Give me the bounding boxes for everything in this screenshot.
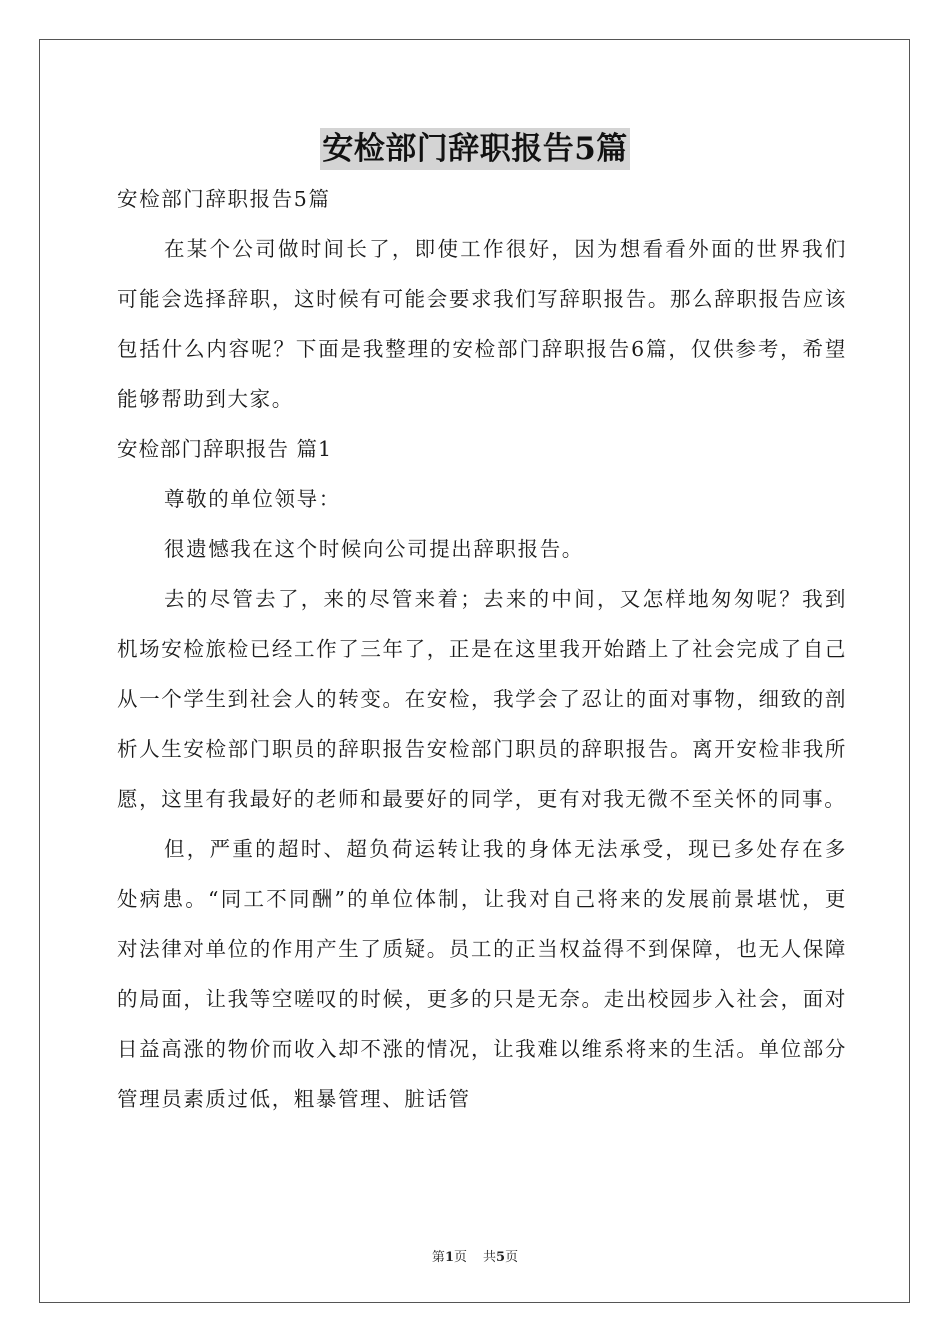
document-title: 安检部门辞职报告5篇 <box>320 128 630 170</box>
paragraph-intro: 在某个公司做时间长了，即使工作很好，因为想看看外面的世界我们可能会选择辞职，这时候有可能会要求我们写辞职报告。那么辞职报告应该包括什么内容呢？下面是我整理的安检部门辞职报告6篇，仅供参考，希望能够帮助到大家。 <box>117 237 847 411</box>
section-heading: 安检部门辞职报告 篇1 <box>117 437 333 461</box>
total-suffix: 页 <box>505 1250 519 1265</box>
paragraph-salutation: 尊敬的单位领导： <box>164 487 341 511</box>
page-footer <box>0 1246 950 1265</box>
page-prefix: 第 <box>431 1250 445 1265</box>
paragraph: 很遗憾我在这个时候向公司提出辞职报告。 <box>164 537 584 561</box>
total-pages: 5 <box>496 1250 506 1265</box>
title-container <box>0 128 950 170</box>
page-suffix: 页 <box>453 1250 467 1265</box>
total-prefix: 共 <box>483 1250 497 1265</box>
paragraph-subtitle: 安检部门辞职报告5篇 <box>117 187 331 211</box>
document-body <box>117 174 847 1124</box>
paragraph: 但，严重的超时、超负荷运转让我的身体无法承受，现已多处存在多处病患。“同工不同酬”的单位体制，让我对自己将来的发展前景堪忧，更对法律对单位的作用产生了质疑。员工的正当权益得不到保障，也无人保障的局面，让我等空嗟叹的时候，更多的只是无奈。走出校园步入社会，面对日益高涨的物价而收入却不涨的情况，让我难以维系将来的生活。单位部分管理员素质过低，粗暴管理、脏话管 <box>117 837 847 1111</box>
paragraph: 去的尽管去了，来的尽管来着；去来的中间，又怎样地匆匆呢？我到机场安检旅检已经工作了三年了，正是在这里我开始踏上了社会完成了自己从一个学生到社会人的转变。在安检，我学会了忍让的面对事物，细致的剖析人生安检部门职员的辞职报告安检部门职员的辞职报告。离开安检非我所愿，这里有我最好的老师和最要好的同学，更有对我无微不至关怀的同事。 <box>117 587 847 811</box>
page-current: 1 <box>444 1250 454 1265</box>
